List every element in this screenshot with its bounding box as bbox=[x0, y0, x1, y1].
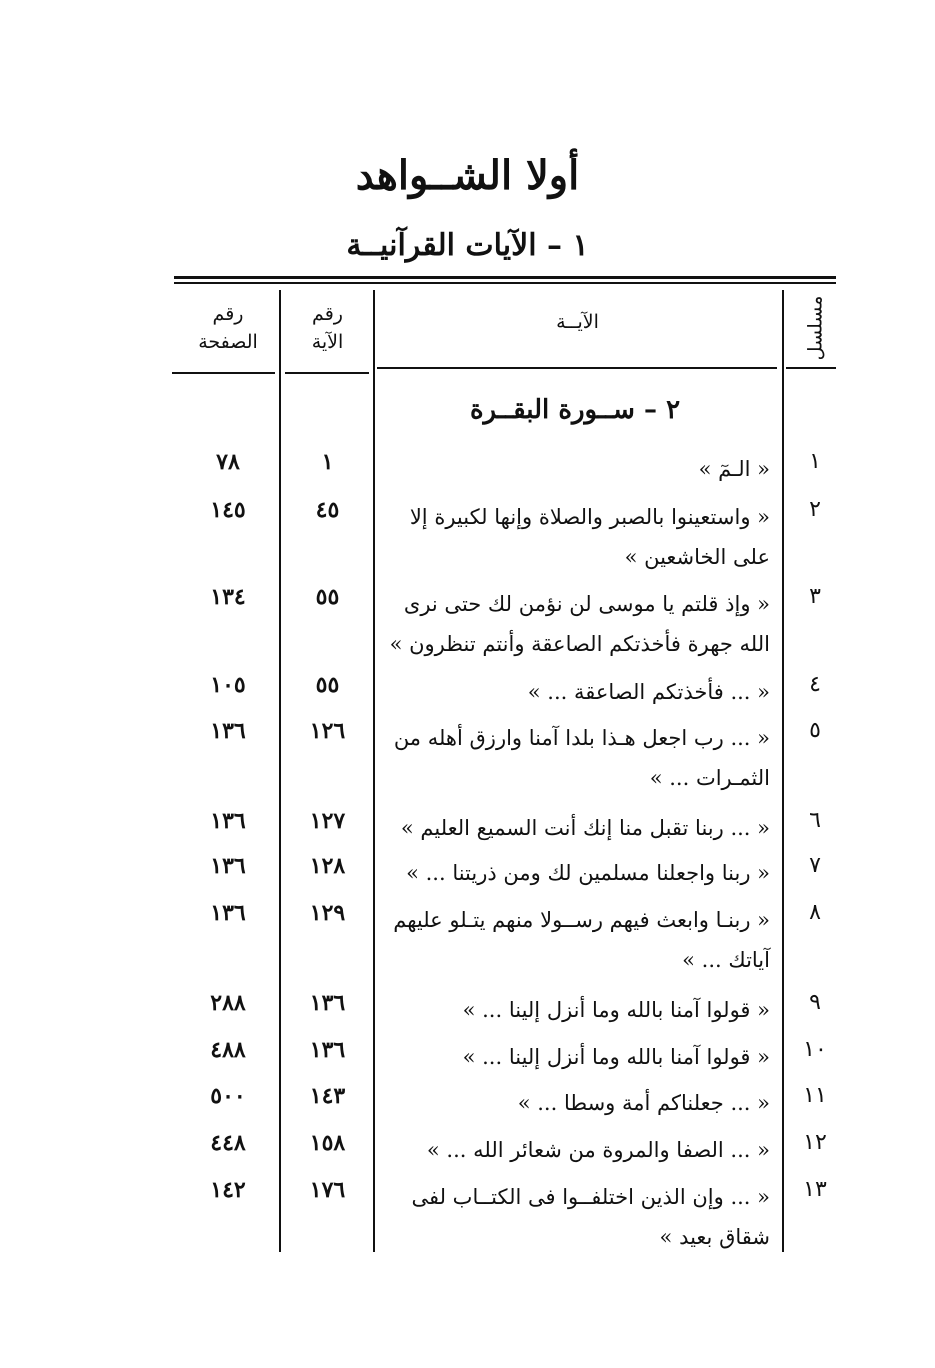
row-ayah-number: ١٤٣ bbox=[309, 1083, 346, 1109]
row-page-number: ٢٨٨ bbox=[210, 990, 246, 1016]
header-verse-label: الآيــة bbox=[556, 311, 599, 333]
row-verse: « ... جعلناكم أمة وسطا ... » bbox=[517, 1091, 770, 1115]
row-ayah-number: ١٣٦ bbox=[309, 1037, 346, 1063]
row-page-number: ١٣٦ bbox=[210, 808, 246, 834]
column-divider-verse bbox=[373, 290, 375, 1252]
row-page-number: ١٣٦ bbox=[210, 853, 246, 879]
row-ayah-number: ١٣٦ bbox=[309, 990, 346, 1016]
header-serial-label: مسلسل bbox=[804, 295, 827, 361]
row-serial: ٨ bbox=[809, 900, 821, 925]
row-verse: « ... رب اجعل هـذا بلدا آمنا وارزق أهله من الثمـرات ... » bbox=[393, 726, 770, 790]
row-serial: ٥ bbox=[809, 718, 821, 743]
row-serial: ١١ bbox=[803, 1083, 827, 1108]
row-serial: ٢ bbox=[809, 497, 821, 522]
row-page-number: ٤٤٨ bbox=[210, 1130, 246, 1156]
row-ayah-number: ١٧٦ bbox=[309, 1177, 346, 1203]
header-underline-ayah bbox=[285, 372, 369, 374]
row-serial: ٦ bbox=[809, 808, 821, 833]
row-verse: « الـمٓ » bbox=[698, 457, 770, 481]
header-ayah-line2: الآية bbox=[311, 331, 344, 353]
header-serial bbox=[790, 295, 840, 361]
table-top-rule bbox=[174, 276, 836, 279]
row-ayah-number: ١ bbox=[321, 449, 334, 475]
row-serial: ١٢ bbox=[803, 1130, 827, 1155]
row-verse: « واستعينوا بالصبر والصلاة وإنها لكبيرة إلا على الخاشعين » bbox=[409, 505, 770, 569]
row-ayah-number: ١٢٨ bbox=[309, 853, 346, 879]
row-ayah-number: ١٢٧ bbox=[309, 808, 346, 834]
row-ayah-number: ١٢٦ bbox=[309, 718, 346, 744]
row-page-number: ١٣٦ bbox=[210, 718, 246, 744]
section-subtitle: ١ – الآيات القرآنيــة bbox=[346, 228, 589, 263]
surah-heading: ٢ – ســورة البقــرة bbox=[469, 395, 681, 425]
row-verse: « قولوا آمنا بالله وما أنزل إلينا ... » bbox=[462, 1045, 770, 1069]
header-ayah-line1: رقم bbox=[312, 303, 343, 325]
header-underline-page bbox=[172, 372, 275, 374]
row-page-number: ١٣٤ bbox=[210, 584, 246, 610]
row-page-number: ١٤٥ bbox=[210, 497, 246, 523]
row-ayah-number: ٤٥ bbox=[315, 497, 340, 523]
row-ayah-number: ١٥٨ bbox=[309, 1130, 346, 1156]
header-underline-serial bbox=[786, 367, 836, 369]
header-verse bbox=[385, 308, 770, 336]
row-serial: ٩ bbox=[809, 990, 821, 1015]
row-verse: « وإذ قلتم يا موسى لن نؤمن لك حتى نرى الله جهرة فأخذتكم الصاعقة وأنتم تنظرون » bbox=[389, 592, 770, 656]
row-verse: « ... فأخذتكم الصاعقة ... » bbox=[527, 680, 770, 704]
header-page-line1: رقم bbox=[212, 303, 244, 325]
row-ayah-number: ١٢٩ bbox=[309, 900, 346, 926]
column-divider-serial bbox=[782, 290, 784, 1252]
row-page-number: ٥٠٠ bbox=[210, 1083, 246, 1109]
row-page-number: ٤٨٨ bbox=[210, 1037, 246, 1063]
header-page-number bbox=[178, 300, 278, 356]
row-serial: ١٠ bbox=[803, 1037, 827, 1062]
row-verse: « ربنـا وابعث فيهم رســولا منهم يتـلو عليهم آياتك ... » bbox=[393, 908, 770, 972]
row-serial: ١٣ bbox=[803, 1177, 827, 1202]
page-title: أولا الشــواهد bbox=[355, 152, 580, 199]
row-serial: ٧ bbox=[809, 853, 821, 878]
row-serial: ١ bbox=[809, 449, 821, 474]
row-page-number: ١٠٥ bbox=[210, 672, 246, 698]
row-verse: « ... الصفا والمروة من شعائر الله ... » bbox=[426, 1138, 770, 1162]
table-top-rule-thin bbox=[174, 282, 836, 284]
row-verse: « ... وإن الذين اختلفــوا فى الكتــاب لفى شقاق بعيد » bbox=[411, 1185, 770, 1249]
row-page-number: ١٣٦ bbox=[210, 900, 246, 926]
row-verse: « ... ربنا تقبل منا إنك أنت السميع العليم » bbox=[400, 816, 770, 840]
header-underline-verse bbox=[377, 367, 777, 369]
row-serial: ٤ bbox=[809, 672, 821, 697]
header-page-line2: الصفحة bbox=[198, 331, 258, 353]
row-serial: ٣ bbox=[809, 584, 821, 609]
row-page-number: ٧٨ bbox=[216, 449, 240, 475]
row-ayah-number: ٥٥ bbox=[315, 584, 340, 610]
header-ayah-number bbox=[285, 300, 370, 356]
row-verse: « قولوا آمنا بالله وما أنزل إلينا ... » bbox=[462, 998, 770, 1022]
column-divider-ayah bbox=[279, 290, 281, 1252]
row-ayah-number: ٥٥ bbox=[315, 672, 340, 698]
row-verse: « ربنا واجعلنا مسلمين لك ومن ذريتنا ... » bbox=[406, 861, 770, 885]
row-page-number: ١٤٢ bbox=[210, 1177, 246, 1203]
